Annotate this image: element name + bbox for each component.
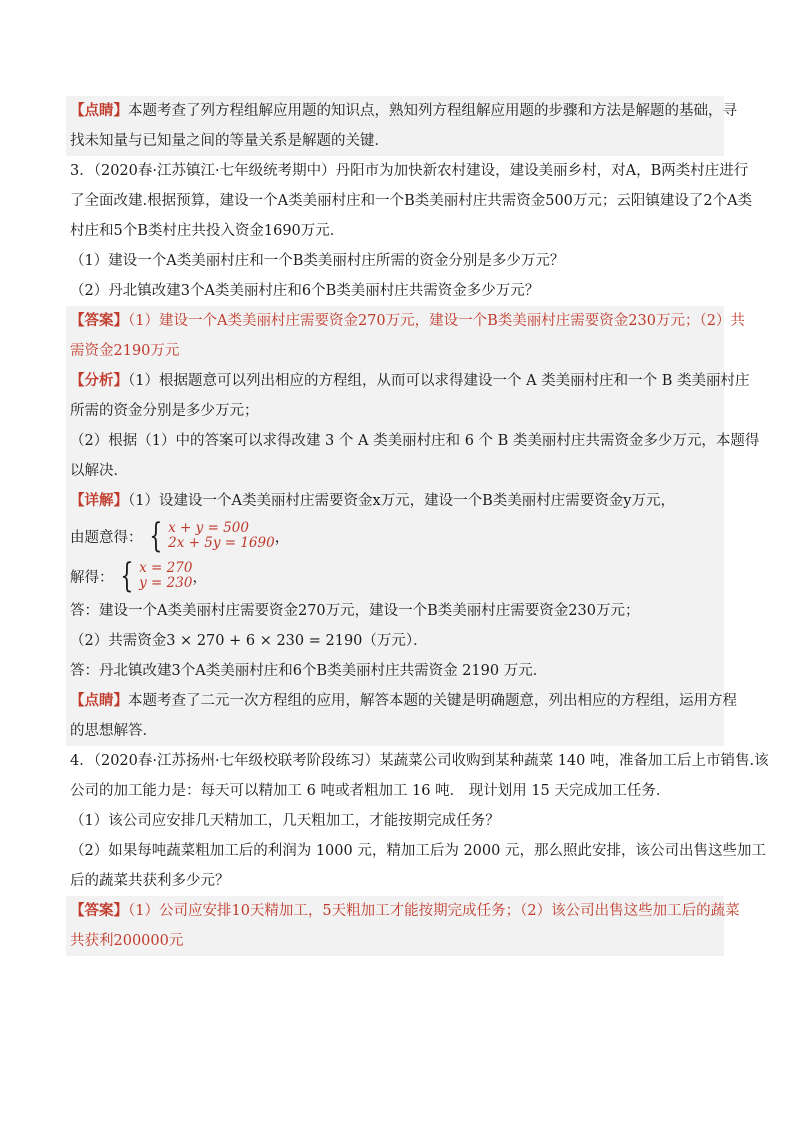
q2-comment-block <box>66 96 737 156</box>
detail-answer-1: 答：建设一个A类美丽村庄需要资金270万元，建设一个B类美丽村庄需要资金230万元； <box>70 603 640 619</box>
comment-text: 本题考查了列方程组解应用题的知识点，熟知列方程组解应用题的步骤和方法是解题的基础，寻 <box>128 103 737 119</box>
detail-tag: 【详解】 <box>70 492 128 509</box>
equation-system <box>70 516 720 556</box>
equation-suffix: ， <box>274 529 290 546</box>
question-3-part-2: （2）丹北镇改建3个A类美丽村庄和6个B类美丽村庄共需资金多少万元？ <box>70 283 540 299</box>
question-3-part-1: （1）建设一个A类美丽村庄和一个B类美丽村庄所需的资金分别是多少万元？ <box>70 253 565 269</box>
equation-1: x + y = 500 <box>168 520 249 536</box>
q4-answer-block <box>66 896 740 956</box>
answer-text: （1）公司应安排10天精加工，5天粗加工才能按期完成任务；（2）该公司出售这些加工后的蔬菜 <box>128 903 740 919</box>
answer-text: 需资金2190万元 <box>70 343 180 359</box>
solution-suffix: ， <box>192 569 207 586</box>
equation-2: 2x + 5y = 1690 <box>168 535 275 551</box>
comment-tag: 【点睛】 <box>70 102 128 119</box>
answer-text: （1）建设一个A类美丽村庄需要资金270万元，建设一个B类美丽村庄需要资金230万元；（2）共 <box>128 313 745 329</box>
document-page <box>70 96 769 956</box>
detail-text: （1）设建设一个A类美丽村庄需要资金x万元，建设一个B类美丽村庄需要资金y万元， <box>128 493 675 509</box>
comment-text: 的思想解答． <box>70 723 157 739</box>
comment-text: 找未知量与已知量之间的等量关系是解题的关键． <box>70 133 389 149</box>
analysis-tag: 【分析】 <box>70 372 128 389</box>
question-3-stem: 了全面改建.根据预算，建设一个A类美丽村庄和一个B类美丽村庄共需资金500万元；云阳镇建设了2个A类 <box>70 193 753 209</box>
question-4-part-1: （1）该公司应安排几天精加工，几天粗加工，才能按期完成任务？ <box>70 813 500 829</box>
question-4-part-2: （2）如果每吨蔬菜粗加工后的利润为 1000 元，精加工后为 2000 元，那么照此安排，该公司出售这些加工 <box>70 843 766 859</box>
left-brace: { <box>148 516 162 556</box>
answer-tag: 【答案】 <box>70 902 128 919</box>
q3-solution-block <box>66 306 760 746</box>
question-4-stem: 4．（2020春·江苏扬州·七年级校联考阶段练习）某蔬菜公司收购到某种蔬菜 140 吨，准备加工后上市销售.该 <box>70 753 769 769</box>
analysis-text: （1）根据题意可以列出相应的方程组，从而可以求得建设一个 A 类美丽村庄和一个 B 类美丽村庄 <box>128 373 750 389</box>
solution-2: y = 230 <box>139 575 193 591</box>
detail-calculation: （2）共需资金3 × 270 + 6 × 230 = 2190（万元）． <box>70 633 428 649</box>
question-4-stem: 公司的加工能力是：每天可以精加工 6 吨或者粗加工 16 吨． 现计划用 15 天完成加工任务． <box>70 783 671 799</box>
analysis-text: （2）根据（1）中的答案可以求得改建 3 个 A 类美丽村庄和 6 个 B 类美丽村庄共需资金多少万元，本题得 <box>70 433 760 449</box>
answer-text: 共获利200000元 <box>70 933 184 949</box>
comment-tag: 【点睛】 <box>70 692 128 709</box>
question-4-part-2: 后的蔬菜共获利多少元？ <box>70 873 230 889</box>
solution-1: x = 270 <box>139 560 193 576</box>
solution-system <box>70 556 720 596</box>
question-3-stem: 3．（2020春·江苏镇江·七年级统考期中）丹阳市为加快新农村建设，建设美丽乡村，对A，B两类村庄进行 <box>70 163 749 179</box>
equation-prefix: 由题意得： <box>70 529 143 546</box>
solution-prefix: 解得： <box>70 569 114 586</box>
comment-text: 本题考查了二元一次方程组的应用，解答本题的关键是明确题意，列出相应的方程组，运用方程 <box>128 693 737 709</box>
analysis-text: 以解决． <box>70 463 128 479</box>
question-3-stem: 村庄和5个B类村庄共投入资金1690万元． <box>70 223 345 239</box>
detail-answer-2: 答：丹北镇改建3个A类美丽村庄和6个B类美丽村庄共需资金 2190 万元． <box>70 663 548 679</box>
left-brace: { <box>119 556 133 596</box>
answer-tag: 【答案】 <box>70 312 128 329</box>
analysis-text: 所需的资金分别是多少万元； <box>70 403 259 419</box>
